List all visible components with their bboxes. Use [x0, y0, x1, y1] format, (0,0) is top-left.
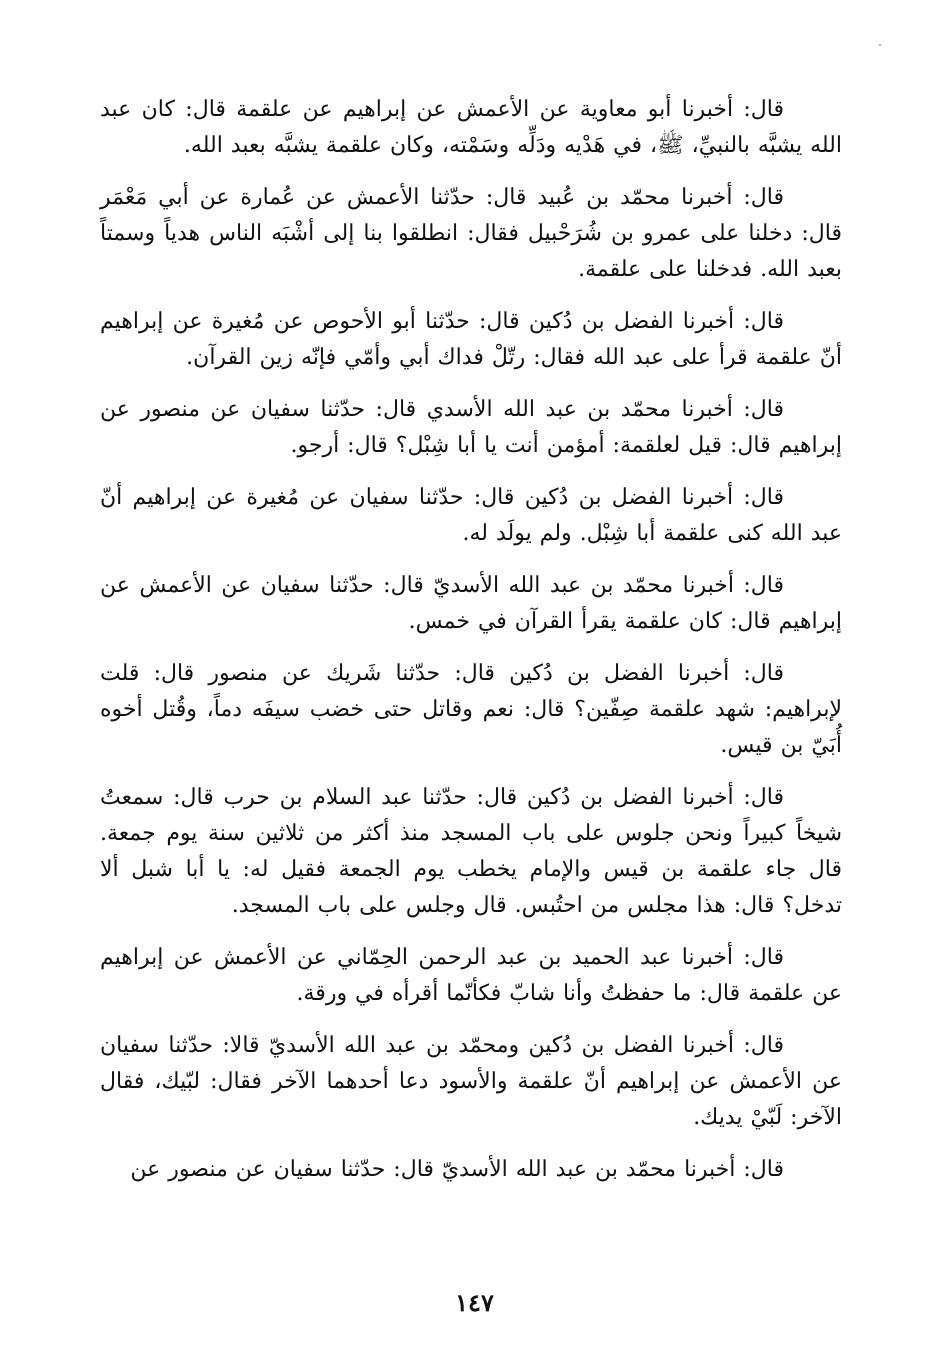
scan-speck: [879, 44, 881, 46]
paragraph-9: قال: أخبرنا عبد الحميد بن عبد الرحمن الحِمّاني عن الأعمش عن إبراهيم عن علقمة قال: ما حفظتُ وأنا شابّ فكأنّما أقرأه في ورقة.: [100, 945, 842, 1006]
page-body: [100, 92, 842, 1332]
paragraph-2: قال: أخبرنا محمّد بن عُبيد قال: حدّثنا الأعمش عن عُمارة عن أبي مَعْمَر قال: دخلنا على عمرو بن شُرَحْبيل فقال: انطلقوا بنا إلى أشْبَه الناس هدياً وسمتاً بعبد الله. فدخلنا على علقمة.: [100, 185, 842, 282]
paragraph-10: قال: أخبرنا الفضل بن دُكين ومحمّد بن عبد الله الأسديّ قالا: حدّثنا سفيان عن الأعمش عن إبراهيم أنّ علقمة والأسود دعا أحدهما الآخر فقال: لبّيك، فقال الآخر: لَبّيْ يديك.: [100, 1033, 842, 1130]
paragraph-11: قال: أخبرنا محمّد بن عبد الله الأسديّ قال: حدّثنا سفيان عن منصور عن: [130, 1157, 784, 1182]
paragraph-5: قال: أخبرنا الفضل بن دُكين قال: حدّثنا سفيان عن مُغيرة عن إبراهيم أنّ عبد الله كنى علقمة أبا شِبْل. ولم يولَد له.: [100, 485, 842, 546]
paragraph-7: قال: أخبرنا الفضل بن دُكين قال: حدّثنا شَريك عن منصور قال: قلت لإبراهيم: شهد علقمة صِفّين؟ قال: نعم وقاتل حتى خضب سيفَه دماً، وقُتل أخوه أُبَيّ بن قيس.: [100, 661, 842, 758]
paragraph-8: قال: أخبرنا الفضل بن دُكين قال: حدّثنا عبد السلام بن حرب قال: سمعتُ شيخاً كبيراً ونحن جلوس على باب المسجد منذ أكثر من ثلاثين سنة يوم جمعة. قال جاء علقمة بن قيس والإمام يخطب يوم الجمعة فقيل له: يا أبا شبل ألا تدخل؟ قال: هذا مجلس من احتُبس. قال وجلس على باب المسجد.: [100, 785, 842, 918]
paragraph-4: قال: أخبرنا محمّد بن عبد الله الأسدي قال: حدّثنا سفيان عن منصور عن إبراهيم قال: قيل لعلقمة: أمؤمن أنت يا أبا شِبْل؟ قال: أرجو.: [100, 397, 842, 458]
paragraph-6: قال: أخبرنا محمّد بن عبد الله الأسديّ قال: حدّثنا سفيان عن الأعمش عن إبراهيم قال: كان علقمة يقرأ القرآن في خمس.: [100, 573, 842, 634]
paragraph-1: قال: أخبرنا أبو معاوية عن الأعمش عن إبراهيم عن علقمة قال: كان عبد الله يشبَّه بالنبيِّ، ﷺ، في هَدْيه ودَلِّه وسَمْته، وكان علقمة يشبَّه بعبد الله.: [100, 97, 842, 158]
paragraph-3: قال: أخبرنا الفضل بن دُكين قال: حدّثنا أبو الأحوص عن مُغيرة عن إبراهيم أنّ علقمة قرأ على عبد الله فقال: رتّلْ فداك أبي وأمّي فإنّه زين القرآن.: [100, 309, 842, 370]
page-number: ١٤٧: [455, 1288, 494, 1317]
